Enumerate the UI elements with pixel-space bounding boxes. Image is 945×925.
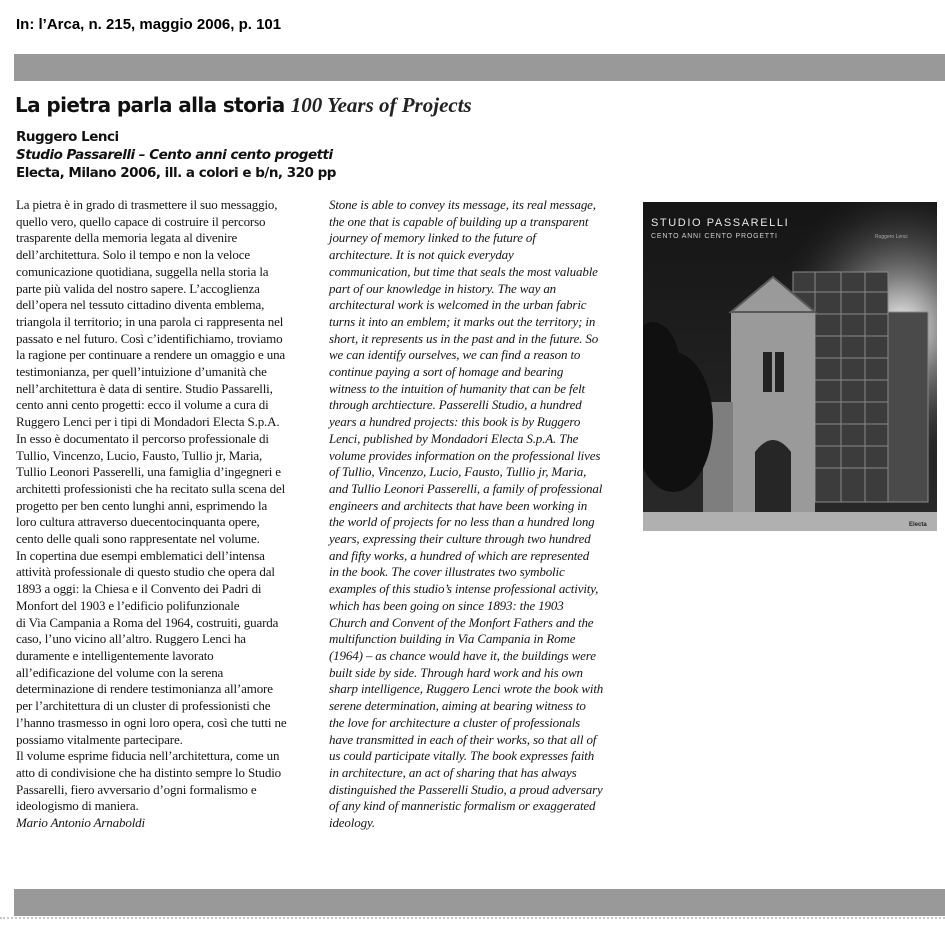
text-line: which has been going on since 1893: the 1903: [329, 597, 564, 613]
text-line: nell’architettura è data di sentire. Studio Passarelli,: [16, 380, 273, 396]
text-line: 1893 a oggi: la Chiesa e il Convento dei Padri di: [16, 581, 262, 597]
book-info: [16, 128, 336, 182]
text-line: dell’opera nel tessuto cittadino diventa emblema,: [16, 297, 265, 313]
text-line: through archtiecture. Passerelli Studio, a hundred: [329, 397, 582, 413]
text-line: serene determination, aiming at bearing witness to: [329, 698, 586, 714]
citation: In: l’Arca, n. 215, maggio 2006, p. 101: [16, 16, 282, 33]
text-line: cento anni cento progetti: ecco il volume a cura di: [16, 397, 269, 413]
text-line: Passarelli, fiero avversario d’ogni formalismo e: [16, 781, 257, 797]
text-line: communication, but time that seals the most valuable: [329, 263, 598, 279]
text-line: have transmitted in each of their works, so that all of: [329, 731, 597, 747]
text-line: we can identify ourselves, we can find a reason to: [329, 347, 581, 363]
text-line: all’edificazione del volume con la serena: [16, 664, 224, 680]
text-line: journey of memory linked to the future of: [329, 230, 536, 246]
text-line: trasparente della memoria legata al divenire: [16, 230, 238, 246]
text-line: built side by side. Through hard work and his own: [329, 664, 583, 680]
headline: [15, 86, 472, 120]
text-line: Ruggero Lenci per i tipi di Mondadori Electa S.p.A.: [16, 414, 280, 430]
text-line: di Via Campania a Roma del 1964, costruiti, guarda: [16, 614, 279, 630]
text-line: Tullio Leonori Passerelli, una famiglia d’ingegneri e: [16, 464, 281, 480]
text-line: in the book. The cover illustrates two symbolic: [329, 564, 565, 580]
text-line: architecture. It is not quick everyday: [329, 247, 514, 263]
text-line: la ragione per continuare a rendere un omaggio e una: [16, 347, 286, 363]
text-line: the one that is capable of building up a transparent: [329, 213, 589, 229]
book-title: Studio Passarelli – Cento anni cento progetti: [16, 147, 333, 163]
text-line: multifunction building in Via Campania in Rome: [329, 631, 576, 647]
text-line: architectural work is welcomed in the urban fabric: [329, 297, 587, 313]
text-line: Stone is able to convey its message, its real message,: [329, 197, 596, 212]
cover-title: STUDIO PASSARELLI: [651, 217, 790, 229]
text-line: dell’architettura. Solo il tempo e non la veloce: [16, 247, 250, 263]
book-publisher-details: Electa, Milano 2006, ill. a colori e b/n, 320 pp: [16, 165, 336, 181]
text-line: short, it represents us in the past and in the future. So: [329, 330, 599, 346]
text-line: cento delle quali sono rappresentate nel volume.: [16, 531, 260, 547]
text-line: years a hundred projects: this book is by Ruggero: [329, 414, 581, 430]
english-review-column: [329, 197, 629, 832]
text-line: distinguished the Passerelli Studio, a proud adversary: [329, 781, 603, 797]
text-line: duramente e intelligentemente lavorato: [16, 647, 214, 663]
text-line: sharp intelligence, Ruggero Lenci wrote the book with: [329, 681, 604, 697]
text-line: engineers and architects that have been working in: [329, 497, 588, 513]
text-line: determinazione di rendere testimonianza all’amore: [16, 681, 273, 697]
text-line: Lenci, published by Mondadori Electa S.p.A. The: [329, 430, 579, 446]
english-title: 100 Years of Projects: [290, 93, 472, 117]
review-author: Mario Antonio Arnaboldi: [16, 815, 145, 831]
text-line: and Tullio Leonori Passerelli, a family of professional: [329, 480, 603, 496]
text-line: La pietra è in grado di trasmettere il suo messaggio,: [16, 197, 278, 212]
text-line: ideology.: [329, 815, 375, 831]
text-line: of any kind of manneristic formalism or exaggerated: [329, 798, 596, 814]
text-line: architetti professionisti che ha recitato sulla scena del: [16, 480, 286, 496]
text-line: comunicazione quotidiana, suggella nella storia la: [16, 263, 269, 279]
text-line: parte più valida del nostro sapere. L’accoglienza: [16, 280, 260, 296]
text-line: volume provides information on the professional lives: [329, 447, 601, 463]
text-line: passato e nel futuro. Così c’identifichiamo, troviamo: [16, 330, 283, 346]
italian-review-column: [16, 197, 316, 832]
text-line: the love for architecture a cluster of professionals: [329, 714, 581, 730]
text-line: ideologismo di maniera.: [16, 798, 139, 814]
text-line: Church and Convent of the Monfort Fathers and the: [329, 614, 594, 630]
cover-subtitle: CENTO ANNI CENTO PROGETTI: [651, 233, 778, 240]
text-line: turns it into an emblem; it marks out the territory; in: [329, 313, 596, 329]
cover-street: [643, 512, 937, 531]
text-line: per l’architettura di un cluster di professionisti che: [16, 698, 271, 714]
bottom-gray-bar: [14, 889, 945, 916]
text-line: in architecture, an act of sharing that has always: [329, 764, 577, 780]
text-line: witness to the intuition of humanity that can be felt: [329, 380, 585, 396]
text-line: continue paying a sort of homage and bearing: [329, 364, 564, 380]
text-line: quello vero, quello capace di costruire il percorso: [16, 213, 266, 229]
text-line: possiamo vitalmente partecipare.: [16, 731, 183, 747]
text-line: l’hanno trasmesso in ogni loro opera, così che tutti ne: [16, 714, 287, 730]
text-line: examples of this studio’s intense professional activity,: [329, 581, 599, 597]
cover-author: Ruggero Lenci: [875, 234, 908, 240]
footer-divider: [0, 917, 945, 919]
text-line: In copertina due esempi emblematici dell’intensa: [16, 547, 265, 563]
text-line: testimonianza, per quell’intuizione d’umanità che: [16, 364, 267, 380]
cover-publisher: Electa: [909, 522, 927, 528]
text-line: part of our knowledge in history. The way an: [329, 280, 557, 296]
book-author: Ruggero Lenci: [16, 129, 119, 145]
text-line: loro cultura attraverso duecentocinquanta opere,: [16, 514, 260, 530]
text-line: Il volume esprime fiducia nell’architettura, come un: [16, 748, 280, 764]
text-line: the world of projects for no less than a hundred long: [329, 514, 595, 530]
book-cover-image: [643, 202, 937, 531]
top-gray-bar: [14, 54, 945, 81]
text-line: us could participate vitally. The book expresses faith: [329, 748, 595, 764]
text-line: triangola il territorio; in una parola ci rappresenta nel: [16, 313, 284, 329]
text-line: (1964) – as chance would have it, the buildings were: [329, 647, 596, 663]
text-line: Tullio, Vincenzo, Lucio, Fausto, Tullio jr, Maria,: [16, 447, 263, 463]
text-line: In esso è documentato il percorso professionale di: [16, 430, 269, 446]
text-line: caso, l’uno vicino all’altro. Ruggero Lenci ha: [16, 631, 246, 647]
text-line: and fifty works, a hundred of which are represented: [329, 547, 590, 563]
text-line: years, expressing their culture through two hundred: [329, 531, 591, 547]
text-line: Monfort del 1903 e l’edificio polifunzionale: [16, 597, 240, 613]
text-line: of Tullio, Vincenzo, Lucio, Fausto, Tullio jr, Maria,: [329, 464, 587, 480]
text-line: progetto per ben cento lunghi anni, esprimendo la: [16, 497, 268, 513]
italian-title: La pietra parla alla storia: [15, 93, 285, 117]
text-line: atto di condivisione che ha distinto sempre lo Studio: [16, 764, 282, 780]
text-line: attività professionale di questo studio che opera dal: [16, 564, 275, 580]
